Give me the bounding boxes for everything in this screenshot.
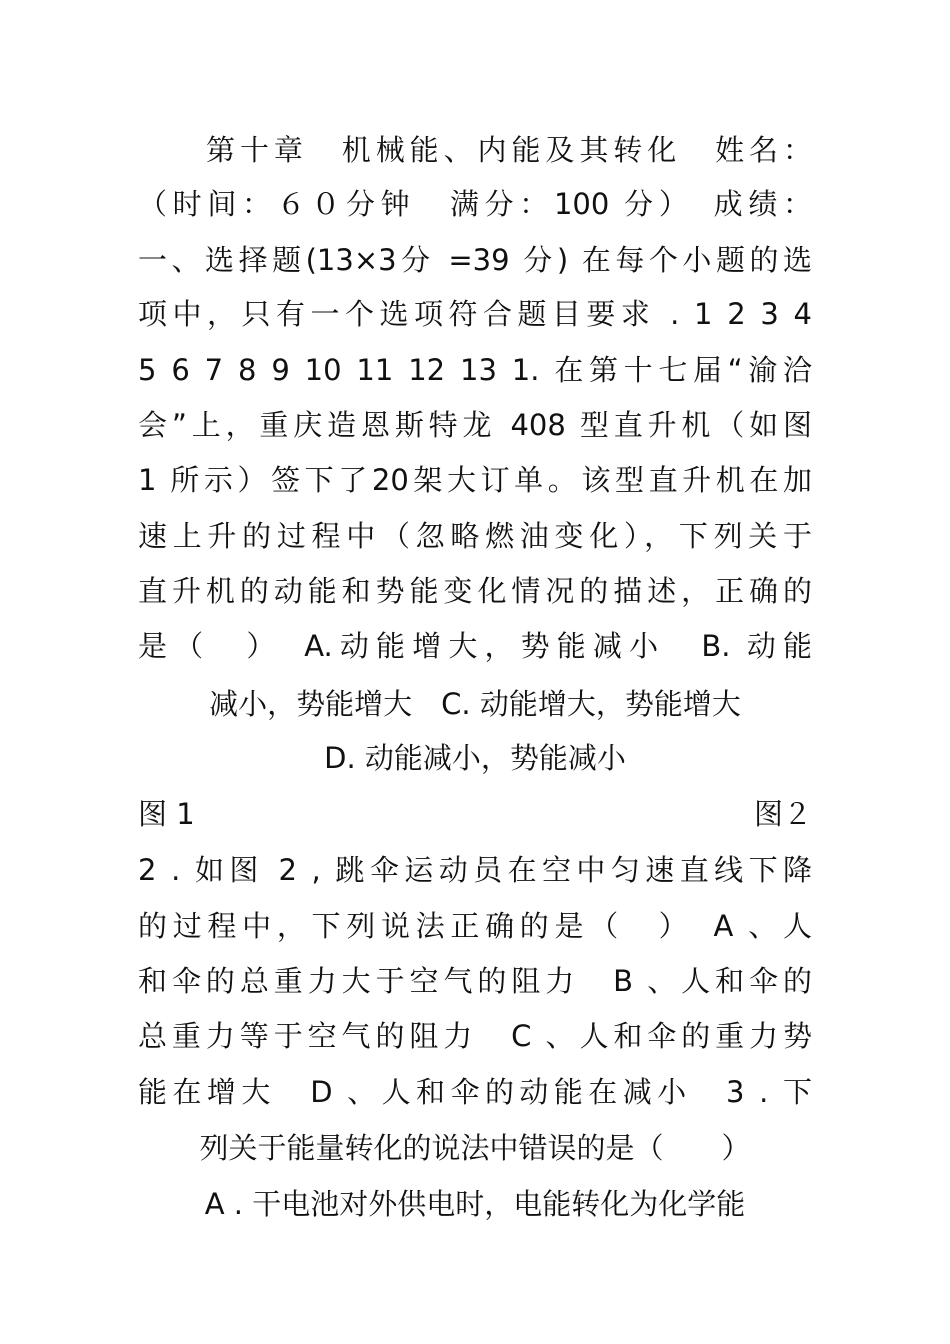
question-1-options-line: 是（ ） A.动能增大，势能减小 B. 动能 (138, 629, 812, 663)
text-line: 的过程中，下列说法正确的是（ ） A 、人 (138, 909, 812, 943)
exam-info-line: （时间：６０分钟 满分：100 分） 成绩： (138, 187, 812, 221)
figure-1-label: 图 1 (138, 797, 195, 831)
chapter-title-line: 第十章 机械能、内能及其转化 姓名： (206, 133, 812, 167)
question-3-option-a-line: A . 干电池对外供电时，电能转化为化学能 (204, 1187, 746, 1221)
text-line: 总重力等于空气的阻力 C 、人和伞的重力势 (138, 1019, 812, 1053)
text-line: 和伞的总重力大于空气的阻力 B 、人和伞的 (138, 964, 812, 998)
text-line: 5 6 7 8 9 10 11 12 13 1. 在第十七届“渝洽 (138, 353, 812, 387)
text-line: 1 所示）签下了20架大订单。该型直升机在加 (138, 463, 812, 497)
question-1-options-line: 减小，势能增大 C. 动能增大，势能增大 (209, 687, 741, 721)
question-2-line: 2 . 如图 2 , 跳伞运动员在空中匀速直线下降 (138, 853, 812, 887)
question-1-options-line: D. 动能减小，势能减小 (324, 741, 626, 775)
text-line: 项中，只有一个选项符合题目要求 . 1 2 3 4 (138, 297, 812, 331)
figure-2-label: 图２ (753, 797, 812, 831)
text-line: 会”上，重庆造恩斯特龙 408 型直升机（如图 (138, 408, 812, 442)
section-heading-line: 一、选择题(13×3分 =39 分) 在每个小题的选 (138, 243, 812, 277)
text-line: 速上升的过程中（忽略燃油变化），下列关于 (138, 519, 812, 553)
question-3-line: 列关于能量转化的说法中错误的是（ ） (199, 1131, 751, 1165)
text-line: 能在增大 D 、人和伞的动能在减小 3 . 下 (138, 1075, 812, 1109)
figure-labels-row (138, 786, 812, 842)
text-line: 直升机的动能和势能变化情况的描述，正确的 (138, 574, 812, 608)
